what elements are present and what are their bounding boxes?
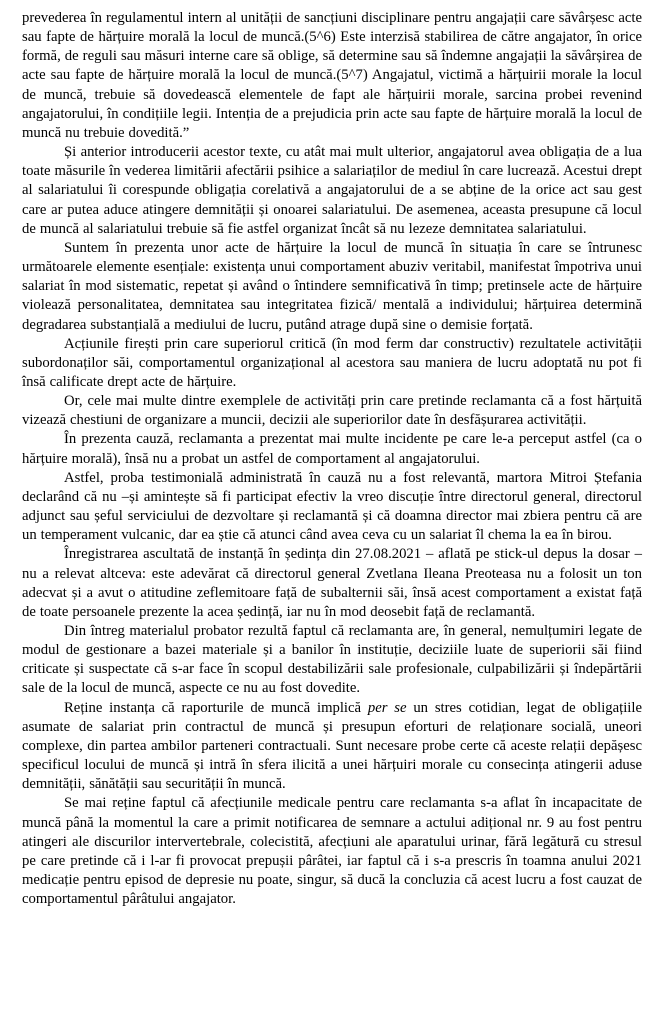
paragraph [22,392,642,430]
document-body [22,9,642,909]
paragraph [22,430,642,468]
paragraph [22,794,642,909]
paragraph [22,469,642,546]
paragraph-text: Acțiunile firești prin care superiorul critică (în mod ferm dar constructiv) rezultatele activității subordonaților săi, comportamentul organizațional al acestora sau maniera de lucru adoptată nu pot fi însă calificate drept acte de hărțuire. [22,335,642,390]
paragraph-text: Astfel, proba testimonială administrată în cauză nu a fost relevantă, martora Mitroi Ștefania declarând că nu –și amintește să fi participat efectiv la vreo discuție între directorul general, directorul adjunct sau șeful serviciului de dezvoltare și reclamantă și că doamna director mai zbiera pentru că are un temperament vulcanic, dar ea știe că atunci când avea ceva cu un salariat îl chema la ea în birou. [22,469,642,544]
paragraph [22,143,642,239]
paragraph-text: Și anterior introducerii acestor texte, cu atât mai mult ulterior, angajatorul avea obligația de a lua toate măsurile în vederea limitării afectării psihice a salariaților de mediul în care lucrează. Acestui drept al salariatului îi corespunde obligația corelativă a angajatorului de a se abține de la orice act sau gest care ar putea aduce atingere demnității și onoarei salariatului. De asemenea, aceasta presupune că locul de muncă al salariatului trebuie să fie astfel organizat încât să nu lezeze demnitatea salariatului. [22,144,642,237]
paragraph [22,622,642,699]
paragraph-text: Din întreg materialul probator rezultă faptul că reclamanta are, în general, nemulțumiri legate de modul de gestionare a bazei materiale și a banilor în instituție, deciziile luate de superiorii săi fiind criticate și suspectate că s-ar face în scopul destabilizării sale profesionale, culpabilizării și îndepărtării sale de la locul de muncă, aspecte ce nu au fost dovedite. [22,623,642,697]
paragraph-text: Înregistrarea ascultată de instanță în ședința din 27.08.2021 – aflată pe stick-ul depus la dosar – nu a relevat altceva: este adevărat că directorul general Zvetlana Ileana Preoteasa nu a folosit un ton adecvat și a avut o atitudine zeflemitoare față de subalternii săi, însă acest comportament a existat față de toate persoanele prezente la acea ședință, iar nu în mod deosebit față de reclamantă. [22,546,642,620]
paragraph-text: Suntem în prezenta unor acte de hărțuire la locul de muncă în situația în care se întrunesc următoarele elemente esențiale: existența unui comportament abuziv veritabil, manifestat împotriva unui salariat în mod sistematic, repetat și având o întindere semnificativă în timp; pretinsele acte de hărțuire violează personalitatea, demnitatea sau integritatea fizică/ mentală a individului; hărțuirea determină degradarea substanțială a mediului de lucru, putând atrage după sine o demisie forțată. [22,239,642,333]
paragraph-text: un stres cotidian, legat de obligațiile asumate de salariat prin contractul de muncă și presupun eforturi de relaționare socială, uneori complexe, din partea ambilor parteneri contractuali. Sunt necesare probe certe că aceste relații depășesc specificul locului de muncă și intră în sfera ilicită a unei hărțuiri morale cu consecința atingerii aduse demnității, sănătății sau securității în muncă. [22,699,642,793]
paragraph [22,9,642,143]
paragraph [22,545,642,622]
paragraph-text: Or, cele mai multe dintre exemplele de activități prin care pretinde reclamanta că a fost hărțuită vizează chestiuni de organizare a muncii, decizii ale superiorilor date în desfășurarea activității. [22,393,642,429]
paragraph [22,239,642,335]
paragraph [22,699,642,795]
paragraph-text: Reține instanța că raporturile de muncă implică [64,699,368,716]
paragraph-text-italic: per se [367,699,407,716]
paragraph [22,335,642,392]
paragraph-text: prevederea în regulamentul intern al unității de sancțiuni disciplinare pentru angajații care săvârșesc acte sau fapte de hărțuire morală la locul de muncă.(5^6) Este interzisă stabilirea de către angajator, în orice formă, de reguli sau măsuri interne care să oblige, să determine sau să îndemne angajații la săvârșirea de acte sau fapte de hărțuire morală la locul de muncă.(5^7) Angajatul, victimă a hărțuirii morale la locul de muncă, trebuie să dovedească elementele de fapt ale hărțuirii morale, sarcina probei revenind angajatorului, în condițiile legii. Intenția de a prejudicia prin acte sau fapte de hărțuire morală la locul de muncă nu trebuie dovedită.” [22,10,642,141]
paragraph-text: În prezenta cauză, reclamanta a prezentat mai multe incidente pe care le-a perceput astfel (ca o hărțuire morală), însă nu a probat un astfel de comportament al angajatorului. [22,431,642,467]
paragraph-text: Se mai reține faptul că afecțiunile medicale pentru care reclamanta s-a aflat în incapacitate de muncă până la momentul la care a primit notificarea de semnare a actului adițional nr. 9 au fost pentru atingeri ale discurilor intervertebrale, colecistită, afecțiuni ale aparatului urinar, fără legătură cu stresul pe care pretinde că i l-ar fi provocat prepușii pârâtei, iar faptul că i s-a prescris în toamna anului 2021 medicație pentru episod de depresie nu poate, singur, să ducă la concluzia că acest lucru a fost cauzat de comportamentul pârâtului angajator. [22,795,642,908]
